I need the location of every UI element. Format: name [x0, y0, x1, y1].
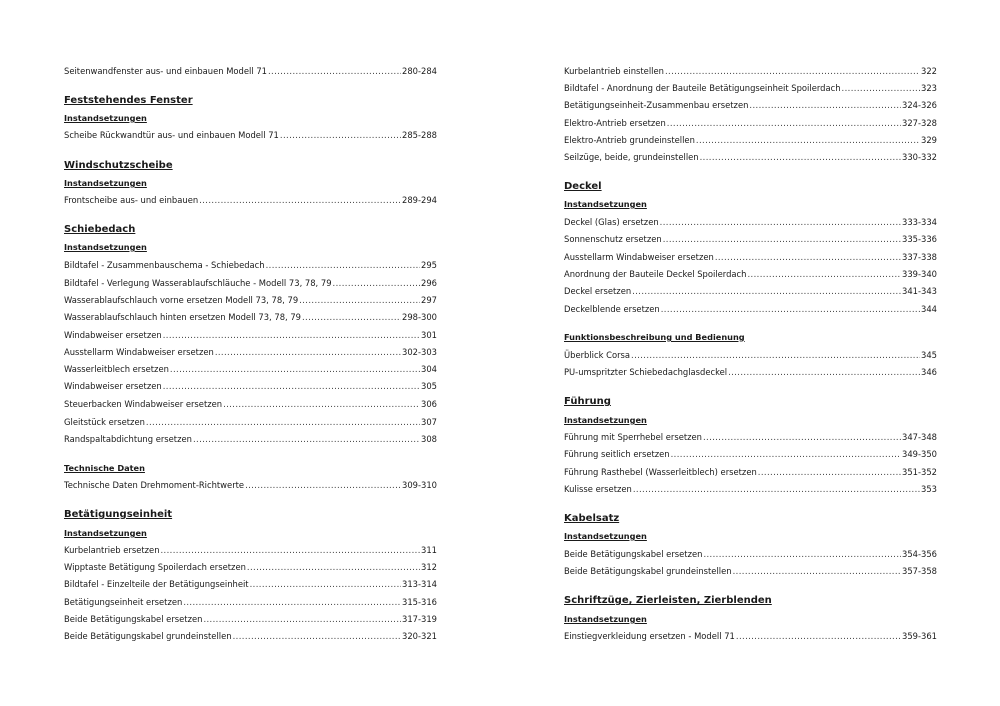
- toc-entry-frontscheibe-aus-und-einbauen: [64, 195, 437, 206]
- dot-leader: [696, 135, 920, 146]
- toc-entry-deckel-glas-ersetzen: [564, 217, 937, 228]
- dot-leader: [333, 278, 420, 289]
- toc-entry-fuhrung-mit-sperrhebel-ersetzen: [564, 432, 937, 443]
- toc-entry-label: Betätigungseinheit ersetzen: [64, 597, 183, 607]
- dot-leader: [758, 467, 901, 478]
- toc-entry-label: Betätigungseinheit-Zusammenbau ersetzen: [564, 100, 749, 110]
- dot-leader: [700, 152, 901, 163]
- toc-entry-label: Einstiegverkleidung ersetzen - Modell 71: [564, 631, 735, 641]
- toc-entry-label: Steuerbacken Windabweiser ersetzen: [64, 399, 223, 409]
- toc-page-number: 308: [421, 434, 437, 444]
- toc-page-number: 345: [921, 350, 937, 360]
- dot-leader: [163, 381, 420, 392]
- toc-page-number: 337-338: [902, 252, 937, 262]
- dot-leader: [631, 350, 920, 361]
- toc-page-number: 302-303: [402, 347, 437, 357]
- toc-entry-label: Elektro-Antrieb ersetzen: [564, 118, 666, 128]
- dot-leader: [183, 597, 401, 608]
- toc-page-number: 322: [921, 66, 937, 76]
- dot-leader: [842, 83, 920, 94]
- dot-leader: [747, 269, 901, 280]
- toc-entry-betatigungseinheit-ersetzen: [64, 597, 437, 608]
- toc-entry-label: Kurbelantrieb einstellen: [564, 66, 664, 76]
- toc-page-number: 298-300: [402, 312, 437, 322]
- toc-entry-label: Bildtafel - Zusammenbauschema - Schiebedach: [64, 260, 265, 270]
- toc-entry-elektro-antrieb-ersetzen: [564, 118, 937, 129]
- toc-entry-label: Seitenwandfenster aus- und einbauen Modell 71: [64, 66, 267, 76]
- section-heading-windschutzscheibe: Windschutzscheibe: [64, 160, 173, 171]
- toc-entry-bildtafel-einzelteile-der-betatigungseinheit: [64, 579, 437, 590]
- toc-entry-technische-daten-drehmoment-richtwerte: [64, 480, 437, 491]
- toc-entry-label: Wasserleitblech ersetzen: [64, 364, 169, 374]
- toc-page-number: 344: [921, 304, 937, 314]
- toc-entry-seitenwandfenster-aus-und-einbauen-modell-71: [64, 66, 437, 77]
- toc-entry-deckelblende-ersetzen: [564, 304, 937, 315]
- toc-page-number: 324-326: [902, 100, 937, 110]
- toc-entry-label: Bildtafel - Einzelteile der Betätigungseinheit: [64, 579, 249, 589]
- dot-leader: [736, 631, 901, 642]
- dot-leader: [233, 631, 401, 642]
- dot-leader: [146, 417, 420, 428]
- toc-entry-beide-betatigungskabel-grundeinstellen: [64, 631, 437, 642]
- toc-entry-label: Elektro-Antrieb grundeinstellen: [564, 135, 695, 145]
- toc-page-number: 301: [421, 330, 437, 340]
- dot-leader: [733, 566, 901, 577]
- toc-entry-steuerbacken-windabweiser-ersetzen: [64, 399, 437, 410]
- dot-leader: [163, 330, 420, 341]
- subsection-heading-instandsetzungen: Instandsetzungen: [64, 113, 147, 123]
- toc-entry-uberblick-corsa: [564, 350, 937, 361]
- toc-page-number: 353: [921, 484, 937, 494]
- dot-leader: [749, 100, 901, 111]
- toc-entry-fuhrung-seitlich-ersetzen: [564, 449, 937, 460]
- dot-leader: [280, 130, 401, 141]
- toc-entry-windabweiser-ersetzen: [64, 330, 437, 341]
- toc-entry-label: Beide Betätigungskabel ersetzen: [564, 549, 703, 559]
- toc-entry-label: Bildtafel - Anordnung der Bauteile Betätigungseinheit Spoilerdach: [564, 83, 841, 93]
- dot-leader: [633, 484, 920, 495]
- toc-page-number: 307: [421, 417, 437, 427]
- subsection-heading-technische-daten: Technische Daten: [64, 463, 145, 473]
- section-heading-schriftzuge-zierleisten-zierblenden: Schriftzüge, Zierleisten, Zierblenden: [564, 595, 772, 606]
- dot-leader: [250, 579, 401, 590]
- toc-entry-anordnung-der-bauteile-deckel-spoilerdach: [564, 269, 937, 280]
- toc-entry-label: Deckelblende ersetzen: [564, 304, 660, 314]
- toc-entry-label: PU-umspritzter Schiebedachglasdeckel: [564, 367, 728, 377]
- toc-page-number: 333-334: [902, 217, 937, 227]
- section-heading-kabelsatz: Kabelsatz: [564, 513, 620, 524]
- section-heading-deckel: Deckel: [564, 181, 602, 192]
- toc-entry-kulisse-ersetzen: [564, 484, 937, 495]
- dot-leader: [671, 449, 901, 460]
- toc-entry-beide-betatigungskabel-ersetzen: [64, 614, 437, 625]
- section-heading-betatigungseinheit: Betätigungseinheit: [64, 509, 173, 520]
- toc-entry-label: Deckel ersetzen: [564, 286, 632, 296]
- dot-leader: [215, 347, 401, 358]
- toc-entry-beide-betatigungskabel-grundeinstellen: [564, 566, 937, 577]
- toc-entry-randspaltabdichtung-ersetzen: [64, 434, 437, 445]
- toc-entry-kurbelantrieb-ersetzen: [64, 545, 437, 556]
- toc-entry-bildtafel-zusammenbauschema-schiebedach: [64, 260, 437, 271]
- toc-entry-label: Kulisse ersetzen: [564, 484, 632, 494]
- toc-entry-beide-betatigungskabel-ersetzen: [564, 549, 937, 560]
- dot-leader: [665, 66, 920, 77]
- dot-leader: [203, 614, 401, 625]
- toc-entry-elektro-antrieb-grundeinstellen: [564, 135, 937, 146]
- subsection-heading-instandsetzungen: Instandsetzungen: [564, 415, 647, 425]
- dot-leader: [299, 295, 420, 306]
- toc-entry-label: Technische Daten Drehmoment-Richtwerte: [64, 480, 245, 490]
- dot-leader: [247, 562, 420, 573]
- toc-page-number: 346: [921, 367, 937, 377]
- toc-entry-label: Wipptaste Betätigung Spoilerdach ersetzen: [64, 562, 246, 572]
- toc-page-number: 349-350: [902, 449, 937, 459]
- toc-entry-label: Scheibe Rückwandtür aus- und einbauen Modell 71: [64, 130, 279, 140]
- subsection-heading-instandsetzungen: Instandsetzungen: [64, 242, 147, 252]
- dot-leader: [302, 312, 401, 323]
- toc-entry-wasserleitblech-ersetzen: [64, 364, 437, 375]
- subsection-heading-instandsetzungen: Instandsetzungen: [64, 528, 147, 538]
- toc-page-number: 280-284: [402, 66, 437, 76]
- dot-leader: [632, 286, 901, 297]
- subsection-heading-funktionsbeschreibung-und-bedienung: Funktionsbeschreibung und Bedienung: [564, 332, 745, 342]
- toc-entry-betatigungseinheit-zusammenbau-ersetzen: [564, 100, 937, 111]
- toc-entry-label: Überblick Corsa: [564, 350, 631, 360]
- toc-entry-label: Randspaltabdichtung ersetzen: [64, 434, 192, 444]
- toc-entry-wasserablaufschlauch-vorne-ersetzen-modell-73-78-79: [64, 295, 437, 306]
- toc-page-number: 347-348: [902, 432, 937, 442]
- subsection-heading-instandsetzungen: Instandsetzungen: [564, 614, 647, 624]
- toc-entry-sonnenschutz-ersetzen: [564, 234, 937, 245]
- toc-page-number: 289-294: [402, 195, 437, 205]
- toc-entry-gleitstuck-ersetzen: [64, 417, 437, 428]
- toc-page-number: 296: [421, 278, 437, 288]
- toc-page-number: 320-321: [402, 631, 437, 641]
- toc-page-number: 313-314: [402, 579, 437, 589]
- toc-page-number: 297: [421, 295, 437, 305]
- toc-entry-label: Führung mit Sperrhebel ersetzen: [564, 432, 702, 442]
- toc-entry-label: Windabweiser ersetzen: [64, 330, 162, 340]
- toc-entry-label: Gleitstück ersetzen: [64, 417, 145, 427]
- subsection-heading-instandsetzungen: Instandsetzungen: [564, 531, 647, 541]
- toc-entry-wipptaste-betatigung-spoilerdach-ersetzen: [64, 562, 437, 573]
- dot-leader: [667, 118, 901, 129]
- dot-leader: [245, 480, 401, 491]
- toc-entry-label: Windabweiser ersetzen: [64, 381, 162, 391]
- toc-entry-label: Anordnung der Bauteile Deckel Spoilerdach: [564, 269, 747, 279]
- toc-entry-label: Beide Betätigungskabel ersetzen: [64, 614, 203, 624]
- toc-entry-label: Kurbelantrieb ersetzen: [64, 545, 160, 555]
- dot-leader: [199, 195, 401, 206]
- dot-leader: [268, 66, 401, 77]
- toc-entry-label: Ausstellarm Windabweiser ersetzen: [64, 347, 214, 357]
- dot-leader: [703, 432, 901, 443]
- toc-page-number: 285-288: [402, 130, 437, 140]
- toc-page-number: 305: [421, 381, 437, 391]
- toc-page-number: 354-356: [902, 549, 937, 559]
- toc-entry-ausstellarm-windabweiser-ersetzen: [564, 252, 937, 263]
- dot-leader: [660, 217, 901, 228]
- toc-page-number: 327-328: [902, 118, 937, 128]
- toc-entry-seilzuge-beide-grundeinstellen: [564, 152, 937, 163]
- toc-entry-label: Frontscheibe aus- und einbauen: [64, 195, 199, 205]
- toc-entry-bildtafel-verlegung-wasserablaufschlauche-modell-73-78-79: [64, 278, 437, 289]
- toc-page-number: 311: [421, 545, 437, 555]
- toc-entry-label: Führung Rasthebel (Wasserleitblech) ersetzen: [564, 467, 757, 477]
- toc-page-number: 306: [421, 399, 437, 409]
- toc-entry-deckel-ersetzen: [564, 286, 937, 297]
- toc-entry-scheibe-ruckwandtur-aus-und-einbauen-modell-71: [64, 130, 437, 141]
- toc-page-number: 335-336: [902, 234, 937, 244]
- dot-leader: [266, 260, 420, 271]
- toc-entry-label: Beide Betätigungskabel grundeinstellen: [564, 566, 732, 576]
- subsection-heading-instandsetzungen: Instandsetzungen: [64, 178, 147, 188]
- section-heading-feststehendes-fenster: Feststehendes Fenster: [64, 95, 193, 106]
- toc-page-number: 341-343: [902, 286, 937, 296]
- toc-entry-label: Sonnenschutz ersetzen: [564, 234, 662, 244]
- section-heading-fuhrung: Führung: [564, 396, 611, 407]
- dot-leader: [193, 434, 420, 445]
- toc-entry-label: Bildtafel - Verlegung Wasserablaufschläuche - Modell 73, 78, 79: [64, 278, 332, 288]
- toc-entry-kurbelantrieb-einstellen: [564, 66, 937, 77]
- toc-entry-ausstellarm-windabweiser-ersetzen: [64, 347, 437, 358]
- toc-entry-label: Wasserablaufschlauch hinten ersetzen Modell 73, 78, 79: [64, 312, 301, 322]
- toc-page-number: 323: [921, 83, 937, 93]
- toc-entry-pu-umspritzter-schiebedachglasdeckel: [564, 367, 937, 378]
- dot-leader: [663, 234, 901, 245]
- toc-page-number: 304: [421, 364, 437, 374]
- toc-page-number: 309-310: [402, 480, 437, 490]
- toc-entry-label: Ausstellarm Windabweiser ersetzen: [564, 252, 714, 262]
- toc-page-number: 339-340: [902, 269, 937, 279]
- toc-entry-bildtafel-anordnung-der-bauteile-betatigungseinheit-spoilerdach: [564, 83, 937, 94]
- toc-entry-einstiegverkleidung-ersetzen-modell-71: [564, 631, 937, 642]
- dot-leader: [715, 252, 901, 263]
- toc-page-number: 295: [421, 260, 437, 270]
- toc-entry-windabweiser-ersetzen: [64, 381, 437, 392]
- toc-page-number: 357-358: [902, 566, 937, 576]
- toc-entry-label: Führung seitlich ersetzen: [564, 449, 670, 459]
- toc-page-number: 359-361: [902, 631, 937, 641]
- toc-page-number: 317-319: [402, 614, 437, 624]
- dot-leader: [661, 304, 920, 315]
- dot-leader: [223, 399, 420, 410]
- dot-leader: [161, 545, 421, 556]
- toc-page-number: 329: [921, 135, 937, 145]
- toc-entry-label: Beide Betätigungskabel grundeinstellen: [64, 631, 232, 641]
- toc-page-number: 351-352: [902, 467, 937, 477]
- subsection-heading-instandsetzungen: Instandsetzungen: [564, 199, 647, 209]
- toc-entry-label: Seilzüge, beide, grundeinstellen: [564, 152, 699, 162]
- dot-leader: [728, 367, 920, 378]
- dot-leader: [170, 364, 420, 375]
- toc-page-number: 315-316: [402, 597, 437, 607]
- section-heading-schiebedach: Schiebedach: [64, 224, 136, 235]
- toc-page-number: 330-332: [902, 152, 937, 162]
- toc-page-number: 312: [421, 562, 437, 572]
- toc-entry-fuhrung-rasthebel-wasserleitblech-ersetzen: [564, 467, 937, 478]
- dot-leader: [703, 549, 901, 560]
- toc-entry-label: Wasserablaufschlauch vorne ersetzen Modell 73, 78, 79: [64, 295, 299, 305]
- toc-entry-label: Deckel (Glas) ersetzen: [564, 217, 659, 227]
- toc-entry-wasserablaufschlauch-hinten-ersetzen-modell-73-78-79: [64, 312, 437, 323]
